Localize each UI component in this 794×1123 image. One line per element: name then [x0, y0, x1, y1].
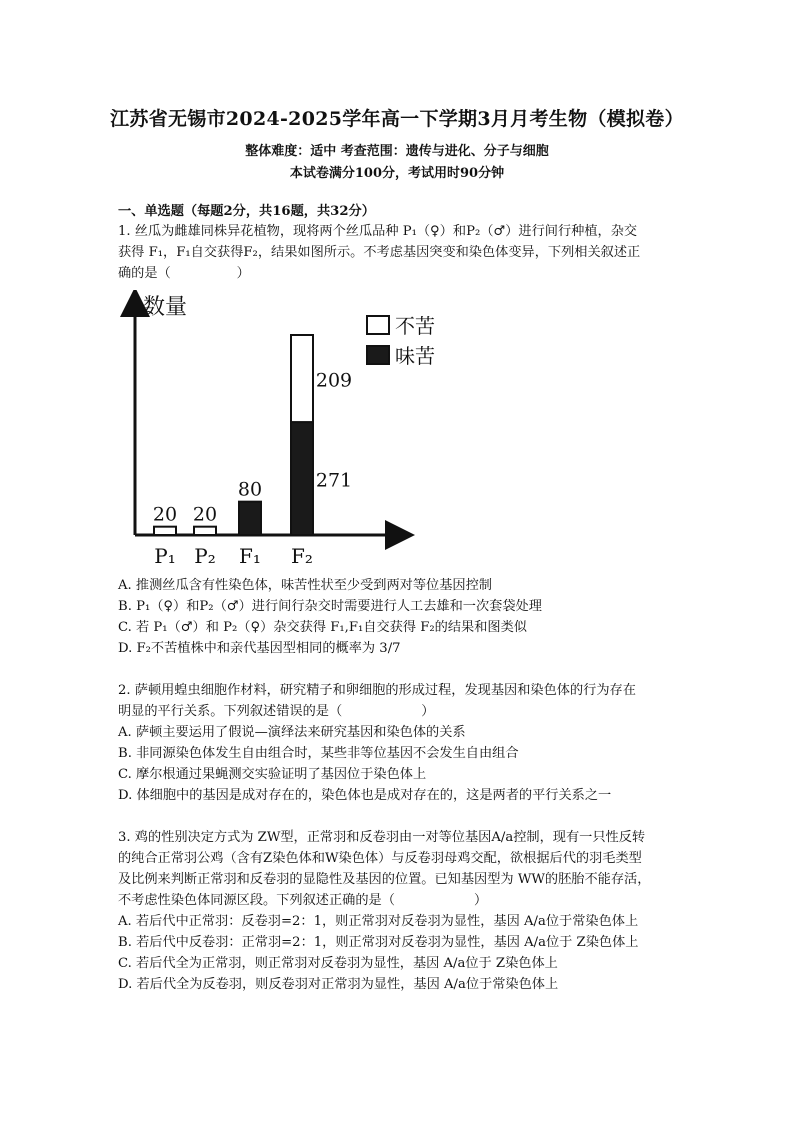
q3-option-c: C. 若后代全为正常羽，则正常羽对反卷羽为显性，基因 A/a位于 Z染色体上	[118, 956, 558, 971]
x-tick-label: F₂	[291, 544, 313, 568]
page-title: 江苏省无锡市2024-2025学年高一下学期3月月考生物（模拟卷）	[110, 108, 684, 130]
bar-chart	[115, 290, 460, 575]
difficulty-scope: 整体难度：适中 考查范围：遗传与进化、分子与细胞	[245, 144, 549, 159]
data-label-p2: 20	[192, 503, 218, 526]
q3-option-b: B. 若后代中反卷羽：正常羽=2：1，则正常羽对反卷羽为显性，基因 A/a位于 Z染色体上	[118, 935, 639, 950]
q3-stem-line: 不考虑性染色体同源区段。下列叙述正确的是（ ）	[118, 893, 488, 908]
q1-option-d: D. F₂不苦植株中和亲代基因型相同的概率为 3/7	[118, 641, 401, 656]
q2-stem-line: 明显的平行关系。下列叙述错误的是（ ）	[118, 704, 435, 719]
legend-swatch-bitter	[367, 346, 389, 364]
q2-option-b: B. 非同源染色体发生自由组合时，某些非等位基因不会发生自由组合	[118, 746, 519, 761]
q3-stem-line: 3. 鸡的性别决定方式为 ZW型，正常羽和反卷羽由一对等位基因A/a控制，现有一只性反转	[118, 830, 646, 845]
legend-swatch-not-bitter	[367, 316, 389, 334]
bar-not-bitter-3	[291, 335, 313, 422]
bar-not-bitter-0	[154, 527, 176, 535]
q3-option-d: D. 若后代全为反卷羽，则反卷羽对正常羽为显性，基因 A/a位于常染色体上	[118, 977, 559, 992]
bar-not-bitter-1	[194, 527, 216, 535]
data-label-f1: 80	[237, 478, 263, 501]
legend-label-not-bitter: 不苦	[395, 314, 435, 338]
legend-label-bitter: 味苦	[395, 344, 435, 368]
x-tick-label: P₁	[154, 544, 176, 568]
x-tick-label: F₁	[239, 544, 261, 568]
bar-bitter-2	[239, 502, 261, 535]
q3-option-a: A. 若后代中正常羽：反卷羽=2：1，则正常羽对反卷羽为显性，基因 A/a位于常染色体上	[118, 914, 639, 929]
q1-option-a: A. 推测丝瓜含有性染色体，味苦性状至少受到两对等位基因控制	[118, 578, 492, 593]
score-time: 本试卷满分100分，考试用时90分钟	[289, 166, 505, 181]
bar-bitter-3	[291, 422, 313, 535]
q1-stem-line: 获得 F₁，F₁自交获得F₂，结果如图所示。不考虑基因突变和染色体变异，下列相关叙述正	[118, 245, 641, 260]
q3-stem-line: 的纯合正常羽公鸡（含有Z染色体和W染色体）与反卷羽母鸡交配，欲根据后代的羽毛类型	[118, 851, 642, 866]
q1-stem-line: 确的是（ ）	[118, 266, 250, 281]
q2-option-c: C. 摩尔根通过果蝇测交实验证明了基因位于染色体上	[118, 767, 427, 782]
q2-stem-line: 2. 萨顿用蝗虫细胞作材料，研究精子和卵细胞的形成过程，发现基因和染色体的行为存在	[118, 683, 636, 698]
data-label-f2-not-bitter: 209	[315, 369, 353, 392]
section-heading: 一、单选题（每题2分，共16题，共32分）	[118, 204, 375, 219]
data-label-p1: 20	[152, 503, 178, 526]
q1-stem-line: 1. 丝瓜为雌雄同株异花植物，现将两个丝瓜品种 P₁（♀）和P₂（♂）进行间行种植，杂交	[118, 224, 638, 239]
y-axis-label: 数量	[143, 295, 188, 320]
q1-option-c: C. 若 P₁（♂）和 P₂（♀）杂交获得 F₁,F₁自交获得 F₂的结果和图类似	[118, 620, 527, 635]
q3-stem-line: 及比例来判断正常羽和反卷羽的显隐性及基因的位置。已知基因型为 WW的胚胎不能存活，	[118, 872, 651, 887]
q1-option-b: B. P₁（♀）和P₂（♂）进行间行杂交时需要进行人工去雄和一次套袋处理	[118, 599, 542, 614]
data-label-f2-bitter: 271	[315, 469, 353, 492]
x-tick-label: P₂	[194, 544, 216, 568]
q2-option-d: D. 体细胞中的基因是成对存在的，染色体也是成对存在的，这是两者的平行关系之一	[118, 788, 612, 803]
q2-option-a: A. 萨顿主要运用了假说—演绎法来研究基因和染色体的关系	[118, 725, 466, 740]
